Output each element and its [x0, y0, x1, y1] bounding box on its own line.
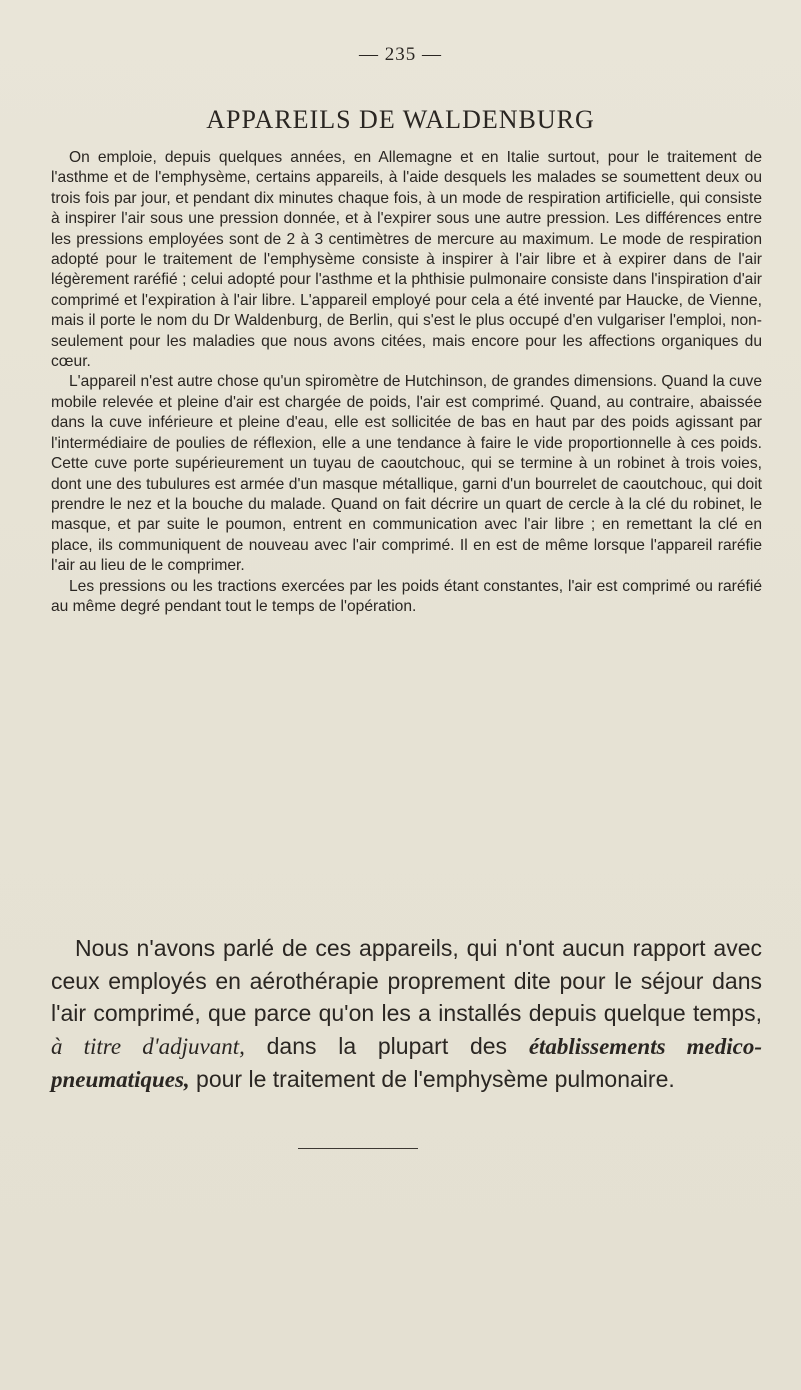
paragraph-4-part-1: Nous n'avons parlé de ces appareils, qui n'ont aucun rapport avec ceux employés en aérothérapie proprement dite pour le séjour dans l'air comprimé, que parce qu'on les a installés depuis quelque temps,: [51, 935, 762, 1026]
paragraph-4: [51, 932, 762, 1097]
paragraph-1: On emploie, depuis quelques années, en Allemagne et en Italie surtout, pour le traitement de l'asthme et de l'emphysème, certains appareils, à l'aide desquels les malades se soumettent deux ou trois fois par jour, et pendant dix minutes chaque fois, à un mode de respiration artificielle, qui consiste à inspirer l'air sous une pression donnée, et à l'expirer sous une autre pression. Les différences entre les pressions employées sont de 2 à 3 centimètres de mercure au maximum. Le mode de respiration adopté pour le traitement de l'emphysème consiste à inspirer à l'air libre et à expirer dans de l'air légèrement raréfié ; celui adopté pour l'asthme et la phthisie pulmonaire consiste dans l'inspiration d'air comprimé et l'expiration à l'air libre. L'appareil employé pour cela a été inventé par Haucke, de Vienne, mais il porte le nom du Dr Waldenburg, de Berlin, qui s'est le plus occupé d'en vulgariser l'emploi, non-seulement pour les maladies que nous avons citées, mais encore pour les affections organiques du cœur.: [51, 149, 762, 371]
page-number: — 235 —: [359, 44, 442, 65]
paragraph-4-italic-2: établissements medico-pneumatiques,: [51, 1033, 762, 1092]
paragraph-4-italic-1: à titre d'adjuvant,: [51, 1033, 245, 1059]
paragraph-2: L'appareil n'est autre chose qu'un spiromètre de Hutchinson, de grandes dimensions. Quand la cuve mobile relevée et pleine d'air est chargée de poids, l'air est comprimé. Quand, au contraire, abaissée dans la cuve inférieure et pleine d'eau, elle est sollicitée de bas en haut par des poids agissant par l'intermédiaire de poulies de réflexion, elle a une tendance à faire le vide proportionnelle à ces poids. Cette cuve porte supérieurement un tuyau de caoutchouc, qui se termine à un robinet à trois voies, dont une des tubulures est armée d'un masque métallique, garni d'un bourrelet de caoutchouc, qui doit prendre le nez et la bouche du malade. Quand on fait décrire un quart de cercle à la clé du robinet, le masque, et par suite le poumon, entrent en communication avec l'air libre ; en remettant la clé en place, ils communiquent de nouveau avec l'air comprimé. Il en est de même lorsque l'appareil raréfie l'air au lieu de le comprimer.: [51, 373, 762, 575]
chapter-title: APPAREILS DE WALDENBURG: [206, 105, 595, 135]
body-text-large: [51, 932, 762, 1097]
paragraph-3: Les pressions ou les tractions exercées par les poids étant constantes, l'air est comprimé ou raréfié au même degré pendant tout le temps de l'opération.: [51, 577, 762, 615]
paragraph-4-part-2: dans la plupart des: [244, 1032, 529, 1059]
body-text-small: [51, 148, 762, 617]
paragraph-4-part-3: pour le traitement de l'emphysème pulmonaire.: [189, 1066, 675, 1092]
end-divider: [298, 1148, 418, 1149]
